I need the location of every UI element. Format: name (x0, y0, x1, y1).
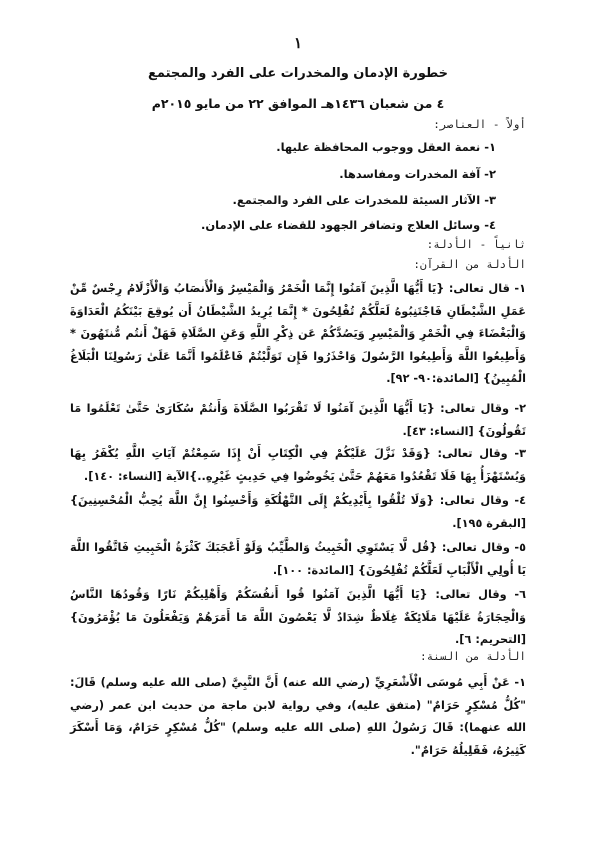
element-item: ٤- وسائل العلاج وتضافر الجهود للقضاء على الإدمان. (200, 218, 496, 232)
page-number: ١ (293, 34, 303, 52)
quran-evidence-heading: الأدلة من القرآن: (413, 258, 526, 271)
elements-heading: أولاً - العناصر: (433, 118, 526, 131)
quran-verse-3: ٣- وقال تعالى: {وَقَدْ نَزَّلَ عَلَيْكُمْ فِي الْكِتَابِ أَنْ إِذَا سَمِعْتُمْ آيَاتِ اللَّهِ يُكْفَرُ بِهَا وَيُسْتَهْزَأُ بِهَا فَلَا تَقْعُدُوا مَعَهُمْ حَتَّىٰ يَخُوضُوا فِي حَدِيثٍ غَيْرِهِ..}الآية [النساء: ١٤٠]. (70, 447, 526, 483)
page-title: خطورة الإدمان والمخدرات على الفرد والمجتمع (147, 66, 448, 81)
quran-verse-1: ١- قال تعالى: {يَا أَيُّهَا الَّذِينَ آمَنُوا إِنَّمَا الْخَمْرُ وَالْمَيْسِرُ وَالْأَنصَابُ وَالْأَزْلَامُ رِجْسٌ مِّنْ عَمَلِ الشَّيْطَانِ فَاجْتَنِبُوهُ لَعَلَّكُمْ تُفْلِحُونَ * إِنَّمَا يُرِيدُ الشَّيْطَانُ أَن يُوقِعَ بَيْنَكُمُ الْعَدَاوَةَ وَالْبَغْضَاءَ فِي الْخَمْرِ وَالْمَيْسِرِ وَيَصُدَّكُمْ عَن ذِكْرِ اللَّهِ وَعَنِ الصَّلَاةِ فَهَلْ أَنتُم مُّنتَهُونَ * وَأَطِيعُوا اللَّهَ وَأَطِيعُوا الرَّسُولَ وَاحْذَرُوا فَإِن تَوَلَّيْتُمْ فَاعْلَمُوا أَنَّمَا عَلَىٰ رَسُولِنَا الْبَلَاغُ الْمُبِينُ} [المائدة:٩٠- ٩٢]. (70, 282, 526, 385)
element-item: ١- نعمة العقل ووجوب المحافظة عليها. (276, 140, 496, 154)
element-item: ٣- الآثار السيئة للمخدرات على الفرد والمجتمع. (232, 193, 496, 207)
quran-verse-2: ٢- وقال تعالى: {يَا أَيُّهَا الَّذِينَ آمَنُوا لَا تَقْرَبُوا الصَّلَاةَ وَأَنتُمْ سُكَارَىٰ حَتَّىٰ تَعْلَمُوا مَا تَقُولُونَ} [النساء: ٤٣]. (70, 402, 526, 438)
hadith-1: ١- عَنْ أَبِي مُوسَى الْأَشْعَرِيِّ (رضي الله عنه) أَنَّ النَّبِيَّ (صلى الله عليه وسلم) قَالَ: "كُلُّ مُسْكِرٍ حَرَامٌ" (متفق عليه)، وفي رواية لابن ماجة من حديث ابن عمر (رضي الله عنهما): قَالَ رَسُولُ اللهِ (صلى الله عليه وسلم) "كُلُّ مُسْكِرٍ حَرَامٌ، وَمَا أَسْكَرَ كَثِيرُهُ، فَقَلِيلُهُ حَرَامٌ". (70, 676, 526, 757)
element-item: ٢- آفة المخدرات ومفاسدها. (339, 167, 496, 181)
quran-verse-5: ٥- وقال تعالى: {قُل لَّا يَسْتَوِي الْخَبِيثُ وَالطَّيِّبُ وَلَوْ أَعْجَبَكَ كَثْرَةُ الْخَبِيثِ فَاتَّقُوا اللَّهَ يَا أُولِي الْأَلْبَابِ لَعَلَّكُمْ تُفْلِحُونَ} [المائدة: ١٠٠]. (70, 541, 526, 577)
quran-verse-4: ٤- وقال تعالى: {وَلَا تُلْقُوا بِأَيْدِيكُمْ إِلَى التَّهْلُكَةِ وَأَحْسِنُوا إِنَّ اللَّهَ يُحِبُّ الْمُحْسِنِينَ} [البقرة ١٩٥]. (70, 494, 526, 530)
sunnah-evidence-heading: الأدلة من السنة: (420, 650, 526, 663)
page-date: ٤ من شعبان ١٤٣٦هـ الموافق ٢٢ من مايو ٢٠١٥م (151, 96, 445, 111)
quran-verse-6: ٦- وقال تعالى: {يَا أَيُّهَا الَّذِينَ آمَنُوا قُوا أَنفُسَكُمْ وَأَهْلِيكُمْ نَارًا وَقُودُهَا النَّاسُ وَالْحِجَارَةُ عَلَيْهَا مَلَائِكَةٌ غِلَاظٌ شِدَادٌ لَّا يَعْصُونَ اللَّهَ مَا أَمَرَهُمْ وَيَفْعَلُونَ مَا يُؤْمَرُونَ} [التحريم: ٦]. (70, 588, 526, 646)
evidence-heading: ثانياً - الأدلة: (426, 238, 526, 251)
